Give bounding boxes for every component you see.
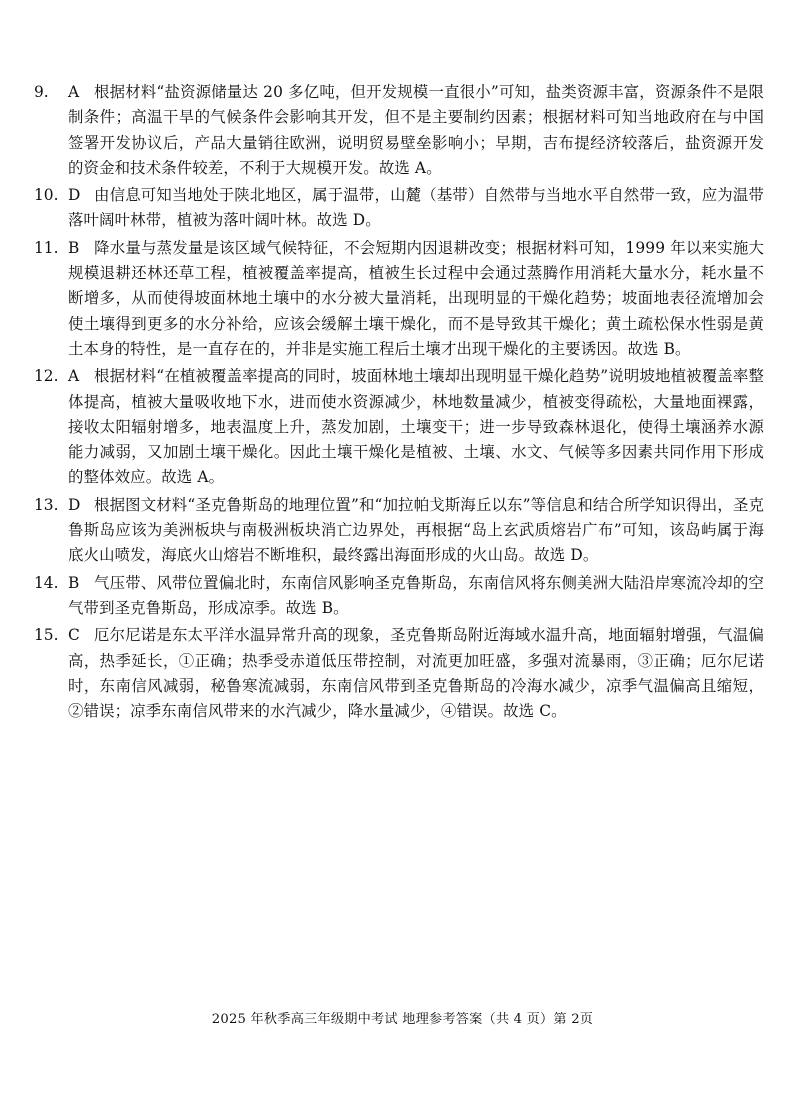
answer-number: 13. xyxy=(34,495,59,514)
answer-choice: D xyxy=(68,495,81,514)
answer-number: 11. xyxy=(34,238,59,257)
answer-choice: B xyxy=(68,573,80,592)
answer-choice: B xyxy=(68,238,80,257)
answer-list xyxy=(34,80,764,726)
answer-item-10 xyxy=(34,183,764,234)
answer-number: 14. xyxy=(34,573,59,592)
answer-explanation: 气压带、风带位置偏北时，东南信风影响圣克鲁斯岛，东南信风将东侧美洲大陆沿岸寒流冷却的空气带到圣克鲁斯岛，形成凉季。故选 B。 xyxy=(68,573,764,617)
answer-explanation: 降水量与蒸发量是该区域气候特征，不会短期内因退耕改变；根据材料可知，1999 年以来实施大规模退耕还林还草工程，植被覆盖率提高，植被生长过程中会通过蒸腾作用消耗大量水分，耗水量不断增多，从而使得坡面林地土壤中的水分被大量消耗，出现明显的干燥化趋势；坡面地表径流增加会使土壤得到更多的水分补给，应该会缓解土壤干燥化，而不是导致其干燥化；黄土疏松保水性弱是黄土本身的特性，是一直存在的，并非是实施工程后土壤才出现干燥化的主要诱因。故选 B。 xyxy=(68,238,764,358)
answer-number: 9. xyxy=(34,83,49,101)
answer-explanation: 根据材料“盐资源储量达 20 多亿吨，但开发规模一直很小”可知，盐类资源丰富，资源条件不是限制条件；高温干旱的气候条件会影响其开发，但不是主要制约因素；根据材料可知当地政府在与中国签署开发协议后，产品大量销往欧洲，说明贸易壁垒影响小；早期，吉布提经济较落后，盐资源开发的资金和技术条件较差，不利于大规模开发。故选 A。 xyxy=(68,83,764,177)
answer-number: 12. xyxy=(34,367,59,386)
answer-choice: A xyxy=(68,83,80,101)
answer-choice: A xyxy=(68,367,80,386)
answer-choice: D xyxy=(68,186,81,205)
answer-explanation: 根据材料“在植被覆盖率提高的同时，坡面林地土壤却出现明显干燥化趋势”说明坡地植被覆盖率整体提高，植被大量吸收地下水，进而使水资源减少，林地数量减少，植被变得疏松，大量地面裸露，接收太阳辐射增多，地表温度上升，蒸发加剧，土壤变干；进一步导致森林退化，使得土壤涵养水源能力减弱，又加剧土壤干燥化。因此土壤干燥化是植被、土壤、水文、气候等多因素共同作用下形成的整体效应。故选 A。 xyxy=(68,367,764,487)
answer-item-9 xyxy=(34,80,764,181)
answer-choice: C xyxy=(68,626,80,645)
answer-item-14 xyxy=(34,571,764,622)
page-footer: 2025 年秋季高三年级期中考试 地理参考答案（共 4 页）第 2页 xyxy=(211,1012,594,1027)
answer-number: 10. xyxy=(34,186,59,205)
answer-item-12 xyxy=(34,364,764,490)
answer-item-11 xyxy=(34,236,764,362)
answer-explanation: 由信息可知当地处于陕北地区，属于温带，山麓（基带）自然带与当地水平自然带一致，应为温带落叶阔叶林带，植被为落叶阔叶林。故选 D。 xyxy=(68,186,764,230)
answer-item-15 xyxy=(34,623,764,724)
answer-explanation: 厄尔尼诺是东太平洋水温异常升高的现象，圣克鲁斯岛附近海域水温升高，地面辐射增强，气温偏高，热季延长，①正确；热季受赤道低压带控制，对流更加旺盛，多强对流暴雨，③正确；厄尔尼诺时，东南信风减弱，秘鲁寒流减弱，东南信风带到圣克鲁斯岛的冷海水减少，凉季气温偏高且缩短，②错误；凉季东南信风带来的水汽减少，降水量减少，④错误。故选 C。 xyxy=(68,626,764,721)
answer-item-13 xyxy=(34,493,764,569)
answer-number: 15. xyxy=(34,626,59,645)
answer-explanation: 根据图文材料“圣克鲁斯岛的地理位置”和“加拉帕戈斯海丘以东”等信息和结合所学知识得出，圣克鲁斯岛应该为美洲板块与南极洲板块消亡边界处，再根据“岛上玄武质熔岩广布”可知，该岛屿属于海底火山喷发，海底火山熔岩不断堆积，最终露出海面形成的火山岛。故选 D。 xyxy=(68,495,764,565)
